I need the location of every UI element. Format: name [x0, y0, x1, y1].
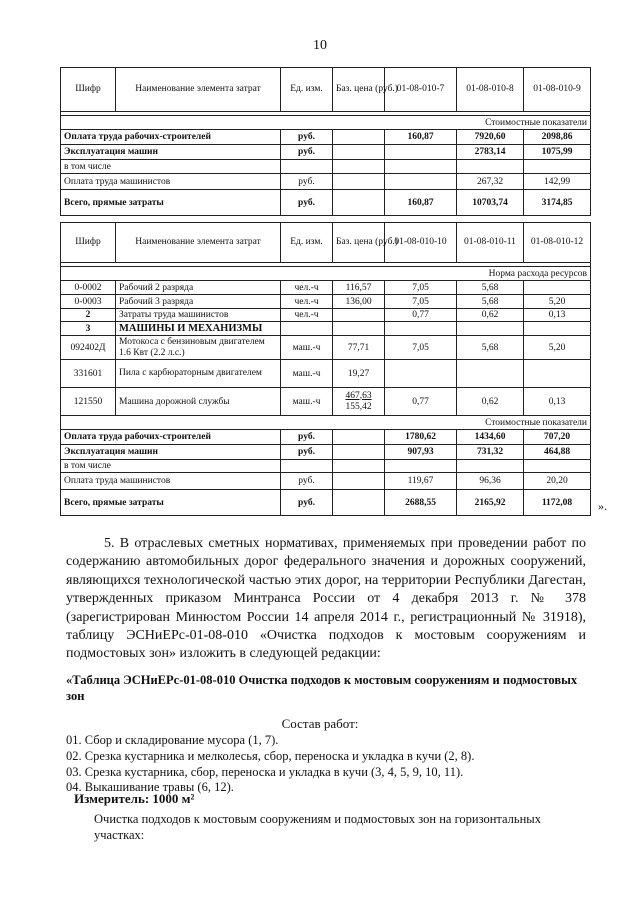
header-unit: Ед. изм. — [281, 68, 333, 112]
row-name: Всего, прямые затраты — [61, 490, 281, 516]
amendment-paragraph — [66, 535, 586, 664]
row-name: в том числе — [61, 160, 281, 174]
header-unit: Ед. изм. — [281, 223, 333, 263]
row-name: Оплата труда машинистов — [61, 174, 281, 190]
resource-name: Затраты труда машинистов — [116, 309, 281, 322]
header-col-10: 01-08-010-10 — [385, 223, 457, 263]
composition-heading: Состав работ: — [281, 716, 359, 731]
header-name: Наименование элемента затрат — [116, 68, 281, 112]
cost-table-2: Шифр Наименование элемента затрат Ед. изм. Баз. цена (руб.) 01-08-010-10 01-08-010-11 01-08-010-12 Норма расхода ресурсов 0-0002 Рабочий 2 разряда чел.-ч 116,57 7,05 5,68 0-0003 Рабочий 3 разряда чел.-ч 136,00 7,05 5,68 5,20 2 Затраты труда машинистов чел.-ч 0,77 0,62 0,13 3 МАШИНЫ И МЕХАНИЗМЫ 092402Д Мотокоса с бензиновым двигателем 1.6 Квт (2.2 л.с.) маш.-ч 77,71 7,05 5,68 5,20 331601 Пила с карбюраторным двигателем маш.-ч 19,27 121550 Машина дорожной службы маш.-ч 467,63 155,42 0,77 0,62 0,13 Стоимостные показатели Оплата труда рабочих-строителей руб. 1780,62 1434,60 707,20 Эксплуатация машин руб. 907,93 731,32 464,88 в том числе Оплата труда машинистов руб. 119,67 96,36 20,20 Всего, прямые затраты руб. 2688,55 2165,92 1172,08 — [60, 222, 591, 516]
work-item: 01. Сбор и складирование мусора (1, 7). — [66, 733, 279, 747]
header-col-12: 01-08-010-12 — [524, 223, 591, 263]
header-code: Шифр — [61, 68, 116, 112]
header-col-8: 01-08-010-8 — [457, 68, 524, 112]
header-price: Баз. цена (руб.) — [333, 223, 385, 263]
header-code: Шифр — [61, 223, 116, 263]
meter-description: Очистка подходов к мостовым сооружениям и подмостовых зон на горизонтальных участках: — [94, 812, 541, 842]
closing-quote-mark: ». — [598, 499, 607, 513]
header-col-7: 01-08-010-7 — [385, 68, 457, 112]
page-number: 10 — [313, 38, 327, 53]
work-item: 02. Срезка кустарника и мелколесья, сбор, переноска и укладка в кучи (2, 8). — [66, 749, 475, 763]
meter-label: Измеритель: 1000 м² — [74, 791, 195, 806]
resource-name: Рабочий 3 разряда — [116, 295, 281, 309]
resource-name: Рабочий 2 разряда — [116, 281, 281, 295]
row-name: Оплата труда машинистов — [61, 473, 281, 490]
paragraph-text: 5. В отраслевых сметных нормативах, применяемых при проведении работ по содержанию автомобильных дорог федерального значения и дорожных сооружений, являющихся технологической частью этих дорог, на территории Республики Дагестан, утвержденных приказом Минтранса России от 4 декабря 2013 г. № 378 (зарегистрирован Минюстом России 14 апреля 2014 г., регистрационный № 31918), таблицу ЭСНиЕРс-01-08-010 «Очистка подходов к мостовым сооружениям и подмостовых зон» изложить в следующей редакции: — [66, 536, 586, 662]
row-name: Оплата труда рабочих-строителей — [61, 430, 281, 445]
row-name: Эксплуатация машин — [61, 445, 281, 460]
work-item: 04. Выкашивание травы (6, 12). — [66, 780, 234, 794]
row-name: в том числе — [61, 460, 281, 473]
resource-name: Мотокоса с бензиновым двигателем 1.6 Квт (2.2 л.с.) — [116, 336, 281, 360]
cost-table-1: Шифр Наименование элемента затрат Ед. изм. Баз. цена (руб.) 01-08-010-7 01-08-010-8 01-08-010-9 Стоимостные показатели Оплата труда рабочих-строителей руб. 160,87 7920,60 2098,86 Эксплуатация машин руб. 2783,14 1075,99 в том числе Оплата труда машинистов руб. 267,32 142,99 Всего, прямые затраты руб. 160,87 10703,74 3174,85 — [60, 67, 591, 216]
new-table-title: «Таблица ЭСНиЕРс-01-08-010 Очистка подходов к мостовым сооружениям и подмостовых зон — [66, 673, 578, 703]
row-name: Всего, прямые затраты — [61, 190, 281, 216]
price-value: 467,63 — [345, 390, 372, 401]
section-cost-label: Стоимостные показатели — [61, 116, 591, 130]
resource-group-name: МАШИНЫ И МЕХАНИЗМЫ — [116, 322, 281, 336]
header-col-9: 01-08-010-9 — [524, 68, 591, 112]
work-item: 03. Срезка кустарника, сбор, переноска и укладка в кучи (3, 4, 5, 9, 10, 11). — [66, 765, 464, 779]
section-norm-label: Норма расхода ресурсов — [61, 267, 591, 281]
header-col-11: 01-08-010-11 — [457, 223, 524, 263]
row-name: Эксплуатация машин — [61, 145, 281, 160]
resource-name: Машина дорожной службы — [116, 388, 281, 416]
section-cost-label: Стоимостные показатели — [61, 416, 591, 430]
header-price: Баз. цена (руб.) — [333, 68, 385, 112]
price-value-secondary: 155,42 — [345, 401, 372, 412]
row-name: Оплата труда рабочих-строителей — [61, 130, 281, 145]
header-name: Наименование элемента затрат — [116, 223, 281, 263]
resource-name: Пила с карбюраторным двигателем — [116, 360, 281, 388]
